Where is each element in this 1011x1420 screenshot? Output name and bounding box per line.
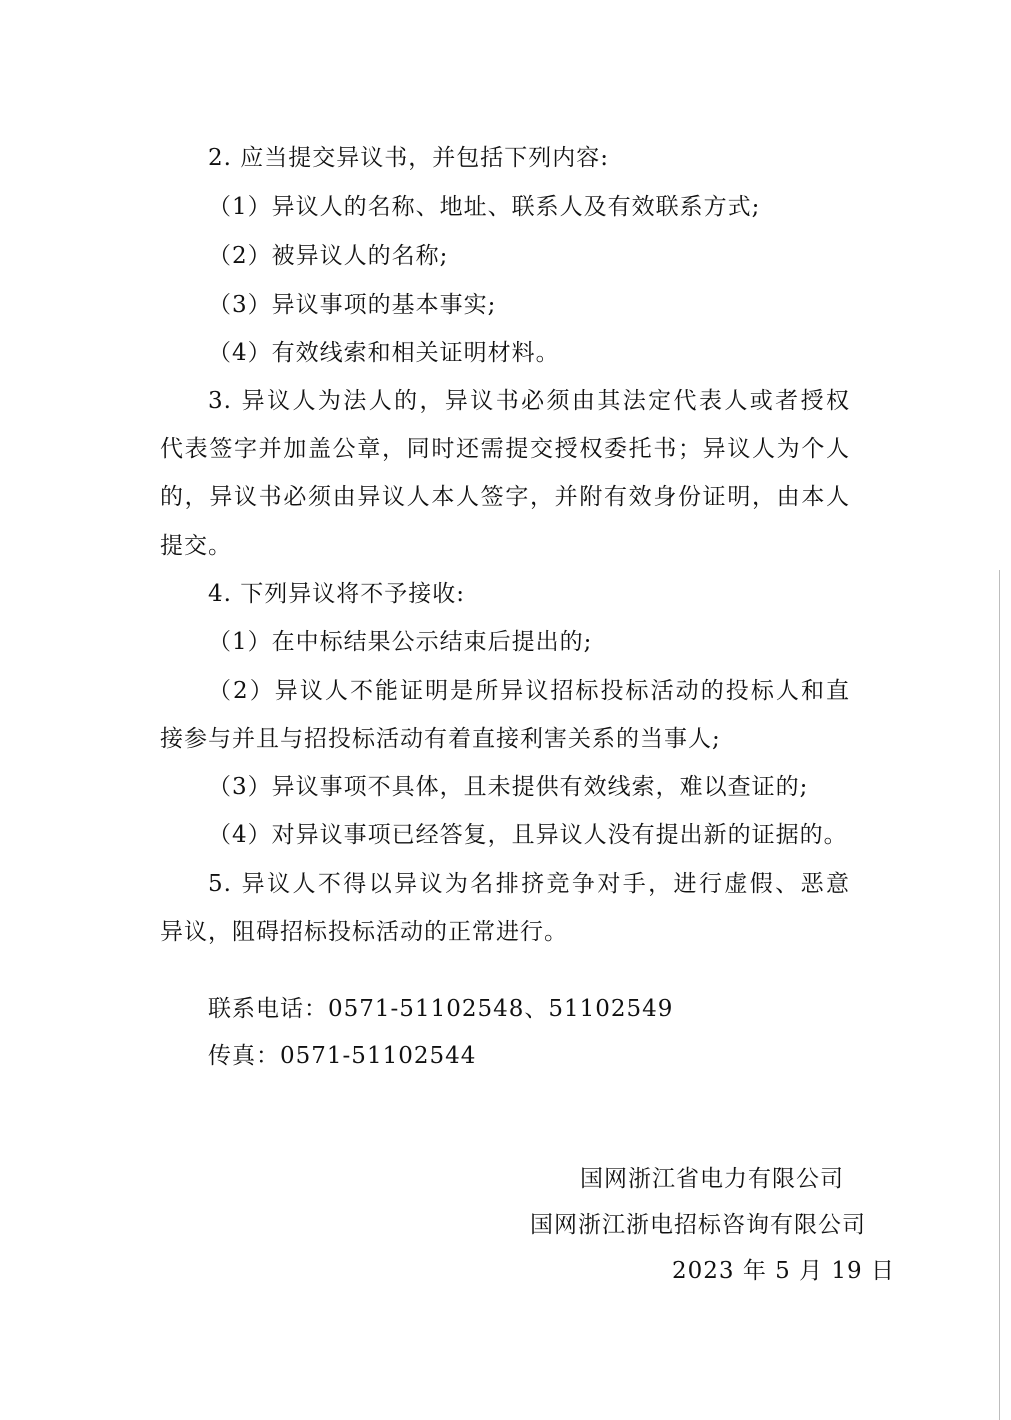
signature-org-2: 国网浙江浙电招标咨询有限公司 xyxy=(530,1212,866,1238)
para-5-line-1: 5. 异议人不得以异议为名排挤竞争对手，进行虚假、恶意 xyxy=(208,871,850,897)
para-4-item-4: （4）对异议事项已经答复，且异议人没有提出新的证据的。 xyxy=(208,822,848,848)
contact-fax: 传真：0571-51102544 xyxy=(208,1043,477,1069)
para-4-item-2-line-2: 接参与并且与招投标活动有着直接利害关系的当事人; xyxy=(160,726,721,752)
item-2-sub-3: （3）异议事项的基本事实; xyxy=(208,292,497,318)
signature-date: 2023 年 5 月 19 日 xyxy=(672,1258,895,1284)
contact-phone: 联系电话：0571-51102548、51102549 xyxy=(208,996,674,1022)
para-3-line-1: 3. 异议人为法人的，异议书必须由其法定代表人或者授权 xyxy=(208,388,850,414)
para-3-line-2: 代表签字并加盖公章，同时还需提交授权委托书；异议人为个人 xyxy=(160,436,850,462)
signature-org-1: 国网浙江省电力有限公司 xyxy=(580,1166,844,1192)
para-3-line-4: 提交。 xyxy=(160,533,232,559)
item-2-sub-2: （2）被异议人的名称; xyxy=(208,243,449,269)
para-4-item-1: （1）在中标结果公示结束后提出的; xyxy=(208,629,593,655)
para-3-line-3: 的，异议书必须由异议人本人签字，并附有效身份证明，由本人 xyxy=(160,484,850,510)
item-2-sub-4: （4）有效线索和相关证明材料。 xyxy=(208,340,560,366)
para-4-item-2-line-1: （2）异议人不能证明是所异议招标投标活动的投标人和直 xyxy=(208,678,850,704)
page-edge-line xyxy=(999,570,1000,1420)
para-4-item-3: （3）异议事项不具体，且未提供有效线索，难以查证的; xyxy=(208,774,809,800)
item-2-sub-1: （1）异议人的名称、地址、联系人及有效联系方式; xyxy=(208,194,761,220)
para-5-line-2: 异议，阻碍招标投标活动的正常进行。 xyxy=(160,919,568,945)
para-4-heading: 4. 下列异议将不予接收: xyxy=(208,581,466,607)
item-2-heading: 2. 应当提交异议书，并包括下列内容: xyxy=(208,145,610,171)
